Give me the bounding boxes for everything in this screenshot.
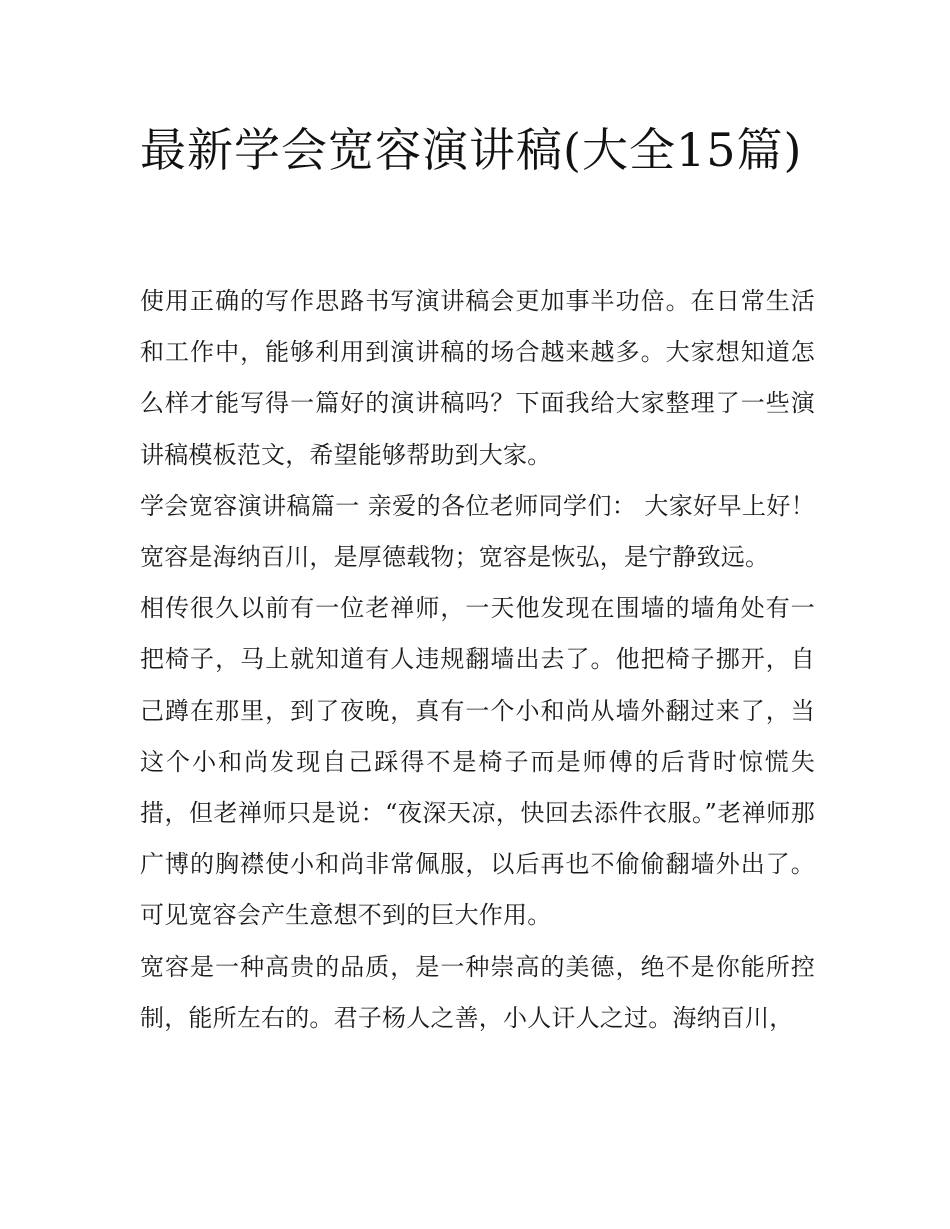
paragraph-intro: 使用正确的写作思路书写演讲稿会更加事半功倍。在日常生活和工作中，能够利用到演讲稿的场合越来越多。大家想知道怎么样才能写得一篇好的演讲稿吗？下面我给大家整理了一些演讲稿模板范文，希望能够帮助到大家。 xyxy=(140,287,815,469)
page-title: 最新学会宽容演讲稿(大全15篇) xyxy=(140,123,803,177)
paragraph-virtue: 宽容是一种高贵的品质，是一种崇高的美德，绝不是你能所控制，能所左右的。君子杨人之善，小人讦人之过。海纳百川， xyxy=(140,952,815,1032)
paragraph-story: 相传很久以前有一位老禅师，一天他发现在围墙的墙角处有一把椅子，马上就知道有人违规翻墙出去了。他把椅子挪开，自己蹲在那里，到了夜晚，真有一个小和尚从墙外翻过来了，当这个小和尚发现自己踩得不是椅子而是师傅的后背时惊慌失措，但老禅师只是说：“夜深天凉，快回去添件衣服。”老禅师那广博的胸襟使小和尚非常佩服，以后再也不偷偷翻墙外出了。可见宽容会产生意想不到的巨大作用。 xyxy=(140,594,815,930)
paragraph-greeting: 学会宽容演讲稿篇一 亲爱的各位老师同学们： 大家好早上好！ 宽容是海纳百川，是厚德载物；宽容是恢弘，是宁静致远。 xyxy=(140,491,815,572)
document-body xyxy=(140,276,815,1044)
